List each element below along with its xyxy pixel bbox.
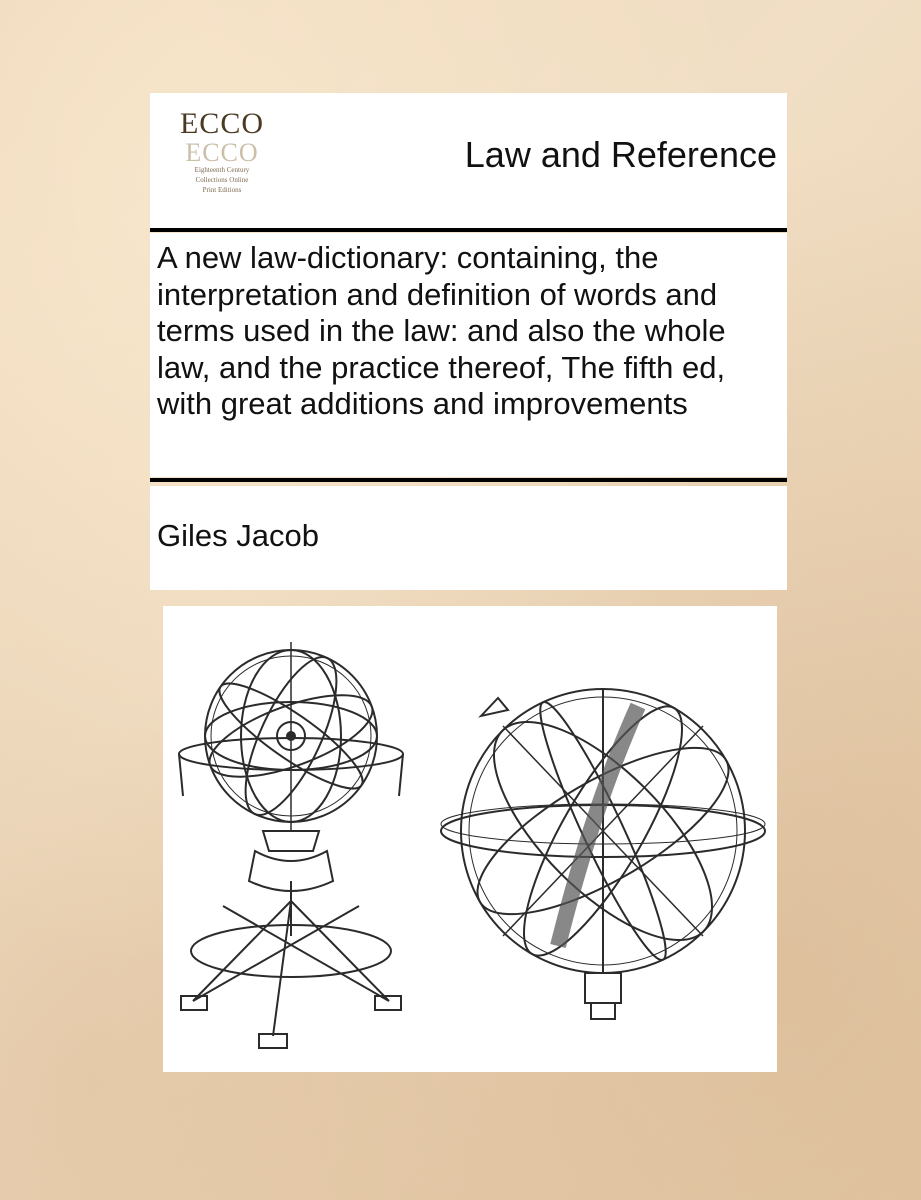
right-armillary-sphere [441, 688, 765, 1019]
book-title: A new law-dictionary: containing, the interpretation and definition of words and terms used in the law: and also the whole law, and the practice thereof, The fifth ed, with great additions and improvements [157, 240, 726, 422]
armillary-spheres-illustration [163, 606, 777, 1072]
divider-rule-bottom [150, 478, 787, 482]
book-author: Giles Jacob [157, 518, 319, 553]
author-panel [150, 486, 787, 590]
logo-line: Print Editions [202, 186, 242, 194]
left-armillary-sphere [179, 642, 403, 1048]
series-category: Law and Reference [464, 134, 777, 175]
illustration-panel [163, 606, 777, 1072]
cover-header [150, 93, 787, 228]
logo-ghost-letters: ECCO [185, 138, 259, 167]
logo-line: Collections Online [195, 176, 249, 184]
title-panel [150, 233, 787, 477]
logo-line: Eighteenth Century [194, 166, 250, 174]
logo-letters: ECCO [179, 107, 264, 140]
divider-rule-top [150, 228, 787, 232]
ecco-logo [172, 107, 272, 217]
